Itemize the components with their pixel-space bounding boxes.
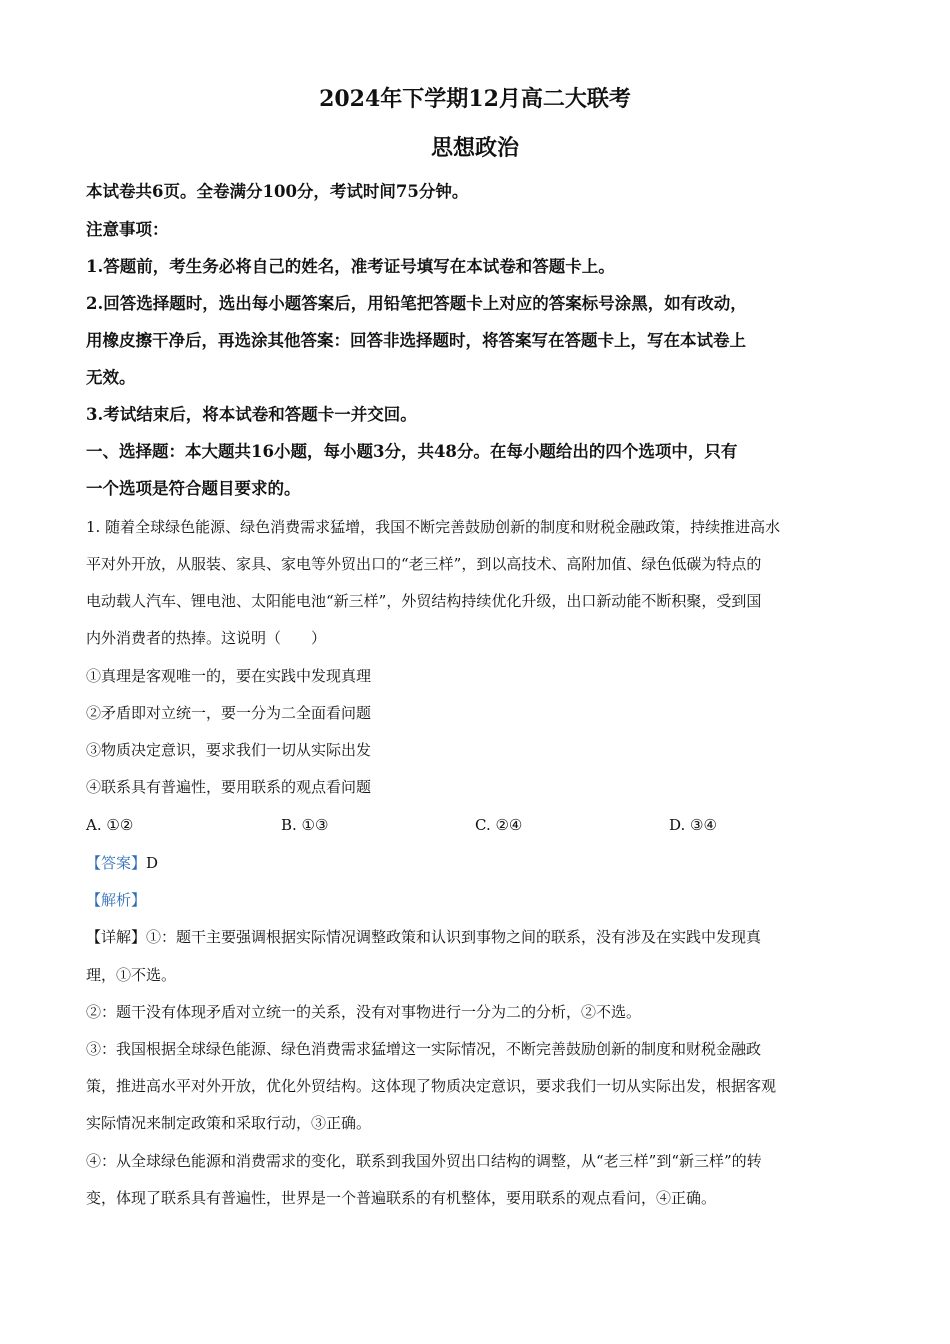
section-1-heading-line-2: 一个选项是符合题目要求的。 bbox=[86, 479, 301, 498]
note-3: 3.考试结束后，将本试卷和答题卡一并交回。 bbox=[86, 405, 417, 424]
detail-line-5: 策，推进高水平对外开放，优化外贸结构。这体现了物质决定意识，要求我们一切从实际出发，根据客观 bbox=[86, 1077, 777, 1095]
instructions-intro: 本试卷共6页。全卷满分100分，考试时间75分钟。 bbox=[86, 182, 469, 201]
notes-heading: 注意事项： bbox=[86, 220, 169, 239]
section-1-heading-line-1: 一、选择题：本大题共16小题，每小题3分，共48分。在每小题给出的四个选项中，只有 bbox=[86, 442, 738, 461]
answer-line bbox=[86, 852, 866, 874]
question-1-stem-line-2: 平对外开放，从服装、家具、家电等外贸出口的“老三样”，到以高技术、高附加值、绿色低碳为特点的 bbox=[86, 555, 762, 573]
detail-line-3: ②：题干没有体现矛盾对立统一的关系，没有对事物进行一分为二的分析，②不选。 bbox=[86, 1003, 642, 1021]
detail-line-4: ③：我国根据全球绿色能源、绿色消费需求猛增这一实际情况，不断完善鼓励创新的制度和财税金融政 bbox=[86, 1040, 762, 1058]
detail-line-1 bbox=[86, 926, 866, 948]
note-2-line-3: 无效。 bbox=[86, 368, 136, 387]
note-1: 1.答题前，考生务必将自己的姓名，准考证号填写在本试卷和答题卡上。 bbox=[86, 257, 615, 276]
answer-value: D bbox=[146, 854, 159, 872]
exam-title: 2024年下学期12月高二大联考 bbox=[319, 86, 631, 112]
option-b: B. ①③ bbox=[281, 816, 329, 834]
question-1-stem-line-4: 内外消费者的热捧。这说明（ ） bbox=[86, 629, 327, 647]
detail-line-2: 理，①不选。 bbox=[86, 966, 177, 984]
question-1-stem-line-1: 1. 随着全球绿色能源、绿色消费需求猛增，我国不断完善鼓励创新的制度和财税金融政策，持续推进高水 bbox=[86, 518, 781, 536]
statement-3: ③物质决定意识，要求我们一切从实际出发 bbox=[86, 741, 372, 759]
detail-line-8: 变，体现了联系具有普遍性，世界是一个普遍联系的有机整体，要用联系的观点看问，④正确。 bbox=[86, 1189, 717, 1207]
note-2-line-2: 用橡皮擦干净后，再选涂其他答案：回答非选择题时，将答案写在答题卡上，写在本试卷上 bbox=[86, 331, 746, 350]
answer-tag: 【答案】 bbox=[86, 854, 147, 872]
analysis-line bbox=[86, 889, 866, 911]
analysis-tag: 【解析】 bbox=[86, 891, 147, 909]
statement-4: ④联系具有普遍性，要用联系的观点看问题 bbox=[86, 778, 372, 796]
statement-2: ②矛盾即对立统一，要一分为二全面看问题 bbox=[86, 704, 372, 722]
exam-subject: 思想政治 bbox=[430, 135, 519, 161]
question-1-stem-line-3: 电动载人汽车、锂电池、太阳能电池“新三样”，外贸结构持续优化升级，出口新动能不断积聚，受到国 bbox=[86, 592, 762, 610]
detail-line-6: 实际情况来制定政策和采取行动，③正确。 bbox=[86, 1114, 372, 1132]
detail-text-1: ①：题干主要强调根据实际情况调整政策和认识到事物之间的联系，没有涉及在实践中发现真 bbox=[146, 928, 762, 946]
note-2-line-1: 2.回答选择题时，选出每小题答案后，用铅笔把答题卡上对应的答案标号涂黑，如有改动， bbox=[86, 294, 747, 313]
detail-line-7: ④：从全球绿色能源和消费需求的变化，联系到我国外贸出口结构的调整，从“老三样”到“新三样”的转 bbox=[86, 1152, 762, 1170]
option-c: C. ②④ bbox=[475, 816, 523, 834]
option-a: A. ①② bbox=[86, 816, 134, 834]
option-d: D. ③④ bbox=[669, 816, 717, 834]
statement-1: ①真理是客观唯一的，要在实践中发现真理 bbox=[86, 667, 372, 685]
detail-tag: 【详解】 bbox=[86, 928, 147, 946]
